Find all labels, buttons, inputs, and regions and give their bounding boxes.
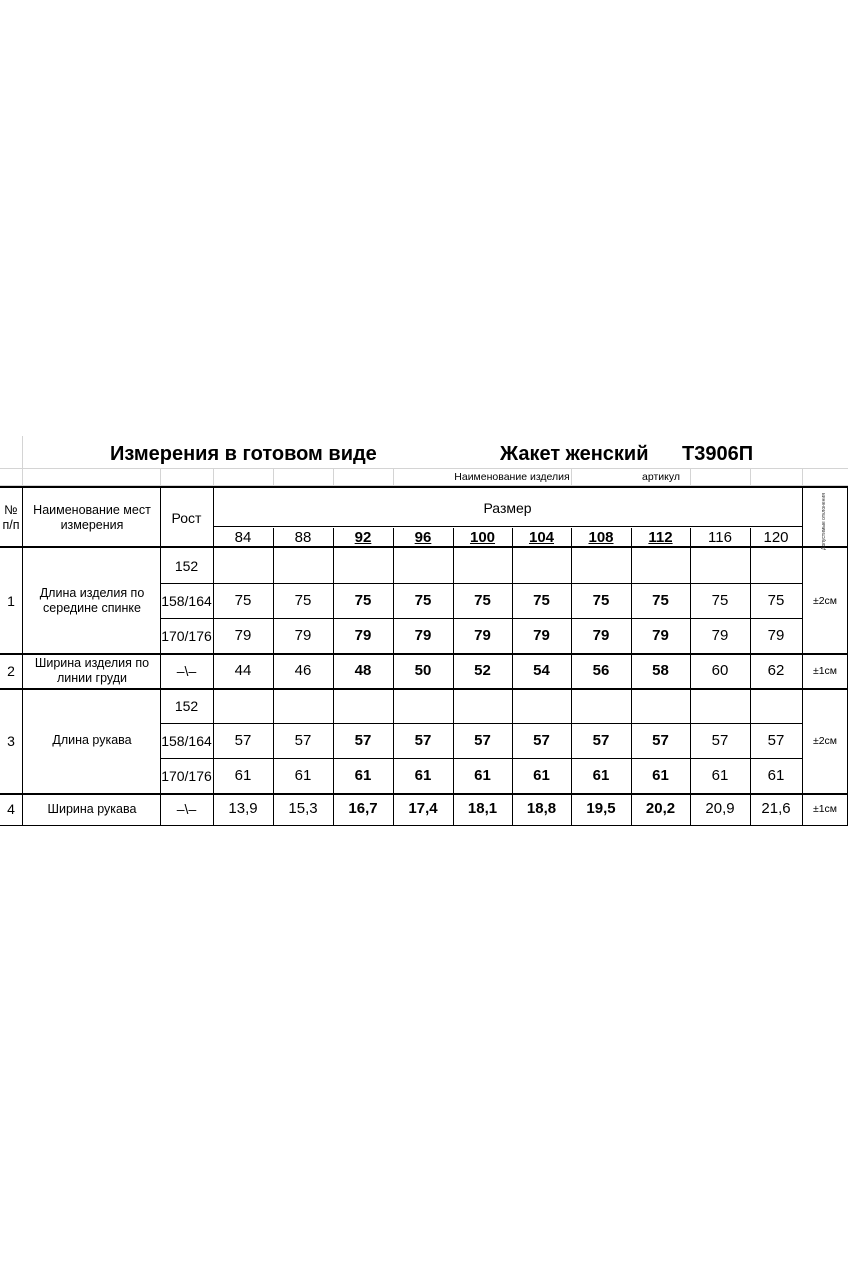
size-value-cell: 61 xyxy=(234,766,252,784)
size-value-cell: 79 xyxy=(592,626,610,644)
size-value-cell xyxy=(631,688,690,723)
size-value-cell: 79 xyxy=(294,626,312,644)
col-height-header: Рост xyxy=(171,510,202,526)
size-value-cell: 46 xyxy=(294,661,312,679)
size-header-108: 108 xyxy=(588,529,614,546)
size-value-cell xyxy=(512,688,571,723)
size-value-cell: 75 xyxy=(414,591,432,609)
size-value-cell: 52 xyxy=(474,661,491,679)
size-value-cell: 79 xyxy=(767,626,785,644)
height-value: 158/164 xyxy=(161,592,212,609)
size-value-cell: 44 xyxy=(234,661,252,679)
size-header-112: 112 xyxy=(648,529,673,546)
size-value-cell: 79 xyxy=(474,626,491,644)
tolerance-value: ±2см xyxy=(812,594,838,607)
measurement-name: Длина изделия по середине спинке xyxy=(39,585,145,615)
size-value-cell: 56 xyxy=(592,661,610,679)
size-value-cell: 61 xyxy=(414,766,432,784)
article-caption: артикул xyxy=(642,471,680,483)
height-value: –\– xyxy=(176,801,197,817)
tolerance-value: ±2см xyxy=(812,734,838,747)
size-value-cell xyxy=(571,688,631,723)
size-value-cell: 57 xyxy=(767,731,785,749)
size-value-cell: 75 xyxy=(652,591,669,609)
size-value-cell: 75 xyxy=(767,591,785,609)
size-value-cell: 58 xyxy=(652,661,669,679)
size-value-cell xyxy=(453,548,512,583)
size-value-cell xyxy=(393,548,453,583)
size-value-cell: 79 xyxy=(414,626,432,644)
size-value-cell xyxy=(213,548,273,583)
size-value-cell xyxy=(512,548,571,583)
size-value-cell xyxy=(213,688,273,723)
size-value-cell: 61 xyxy=(592,766,610,784)
size-value-cell: 75 xyxy=(592,591,610,609)
size-value-cell: 79 xyxy=(652,626,669,644)
size-value-cell: 60 xyxy=(711,661,729,679)
size-value-cell: 62 xyxy=(767,661,785,679)
size-value-cell: 75 xyxy=(533,591,550,609)
size-value-cell: 61 xyxy=(354,766,372,784)
row-number: 2 xyxy=(7,662,15,679)
height-value: 170/176 xyxy=(161,627,212,644)
col-size-header: Размер xyxy=(483,500,532,516)
size-value-cell: 61 xyxy=(474,766,491,784)
size-value-cell: 57 xyxy=(414,731,432,749)
size-header-92: 92 xyxy=(354,529,372,546)
size-value-cell xyxy=(333,688,393,723)
size-value-cell: 57 xyxy=(533,731,550,749)
table-border xyxy=(0,825,848,826)
size-value-cell: 50 xyxy=(414,661,432,679)
size-value-cell: 79 xyxy=(533,626,550,644)
height-value: 152 xyxy=(174,557,199,574)
size-value-cell: 61 xyxy=(711,766,729,784)
measurement-name: Ширина изделия по линии груди xyxy=(34,655,150,685)
col-tolerance-header: Допустимые отклонения xyxy=(821,493,827,550)
table-border xyxy=(22,486,23,825)
size-header-104: 104 xyxy=(528,529,555,546)
size-value-cell: 17,4 xyxy=(408,800,438,817)
size-value-cell xyxy=(750,548,802,583)
height-value: 158/164 xyxy=(161,732,212,749)
size-value-cell xyxy=(273,688,333,723)
size-value-cell: 57 xyxy=(234,731,252,749)
height-value: 170/176 xyxy=(161,767,212,784)
size-value-cell xyxy=(690,688,750,723)
size-header-88: 88 xyxy=(294,529,312,546)
height-value: –\– xyxy=(176,662,197,679)
size-header-120: 120 xyxy=(763,529,789,546)
size-value-cell: 16,7 xyxy=(348,800,378,817)
size-value-cell xyxy=(273,548,333,583)
size-value-cell: 61 xyxy=(652,766,669,784)
size-value-cell: 61 xyxy=(533,766,550,784)
size-value-cell: 20,9 xyxy=(705,800,735,817)
size-value-cell: 57 xyxy=(354,731,372,749)
col-place-header: Наименование мест измерения xyxy=(33,503,151,532)
tolerance-value: ±1см xyxy=(812,803,838,815)
size-value-cell: 48 xyxy=(354,661,372,679)
size-value-cell: 75 xyxy=(294,591,312,609)
size-value-cell: 75 xyxy=(474,591,491,609)
size-header-100: 100 xyxy=(469,529,496,546)
size-value-cell: 57 xyxy=(652,731,669,749)
size-value-cell: 79 xyxy=(711,626,729,644)
size-header-96: 96 xyxy=(414,529,432,546)
size-value-cell xyxy=(690,548,750,583)
row-number: 4 xyxy=(7,801,15,817)
size-value-cell: 57 xyxy=(711,731,729,749)
size-value-cell: 21,6 xyxy=(761,800,791,817)
sheet-title: Измерения в готовом виде xyxy=(110,443,377,465)
product-name-caption: Наименование изделия xyxy=(454,471,570,483)
size-value-cell: 54 xyxy=(533,661,550,679)
size-value-cell: 79 xyxy=(354,626,372,644)
size-header-84: 84 xyxy=(234,529,252,546)
measurement-name: Ширина рукава xyxy=(47,801,137,816)
tolerance-value: ±1см xyxy=(812,664,838,677)
size-value-cell: 75 xyxy=(234,591,252,609)
size-value-cell: 18,1 xyxy=(467,800,498,817)
size-header-116: 116 xyxy=(708,529,732,546)
size-value-cell xyxy=(333,548,393,583)
size-value-cell xyxy=(571,548,631,583)
height-value: 152 xyxy=(174,697,199,714)
size-value-cell: 75 xyxy=(354,591,372,609)
size-value-cell: 57 xyxy=(474,731,491,749)
size-value-cell: 15,3 xyxy=(288,800,318,817)
measurement-name: Длина рукава xyxy=(52,733,132,747)
size-value-cell xyxy=(393,688,453,723)
size-value-cell: 13,9 xyxy=(228,800,258,817)
product-name: Жакет женский xyxy=(500,443,649,465)
col-num-header: № п/п xyxy=(2,503,20,532)
measurement-sheet xyxy=(0,436,848,828)
size-value-cell: 57 xyxy=(294,731,312,749)
size-value-cell: 79 xyxy=(234,626,252,644)
size-value-cell: 61 xyxy=(294,766,312,784)
size-value-cell xyxy=(453,688,512,723)
size-value-cell: 20,2 xyxy=(645,800,676,817)
row-number: 1 xyxy=(7,592,15,609)
row-number: 3 xyxy=(7,732,15,749)
size-value-cell: 75 xyxy=(711,591,729,609)
size-value-cell xyxy=(631,548,690,583)
size-value-cell: 18,8 xyxy=(526,800,557,817)
size-value-cell: 57 xyxy=(592,731,610,749)
size-value-cell: 61 xyxy=(767,766,785,784)
product-article: Т3906П xyxy=(682,443,754,465)
size-value-cell: 19,5 xyxy=(586,800,616,817)
size-value-cell xyxy=(750,688,802,723)
